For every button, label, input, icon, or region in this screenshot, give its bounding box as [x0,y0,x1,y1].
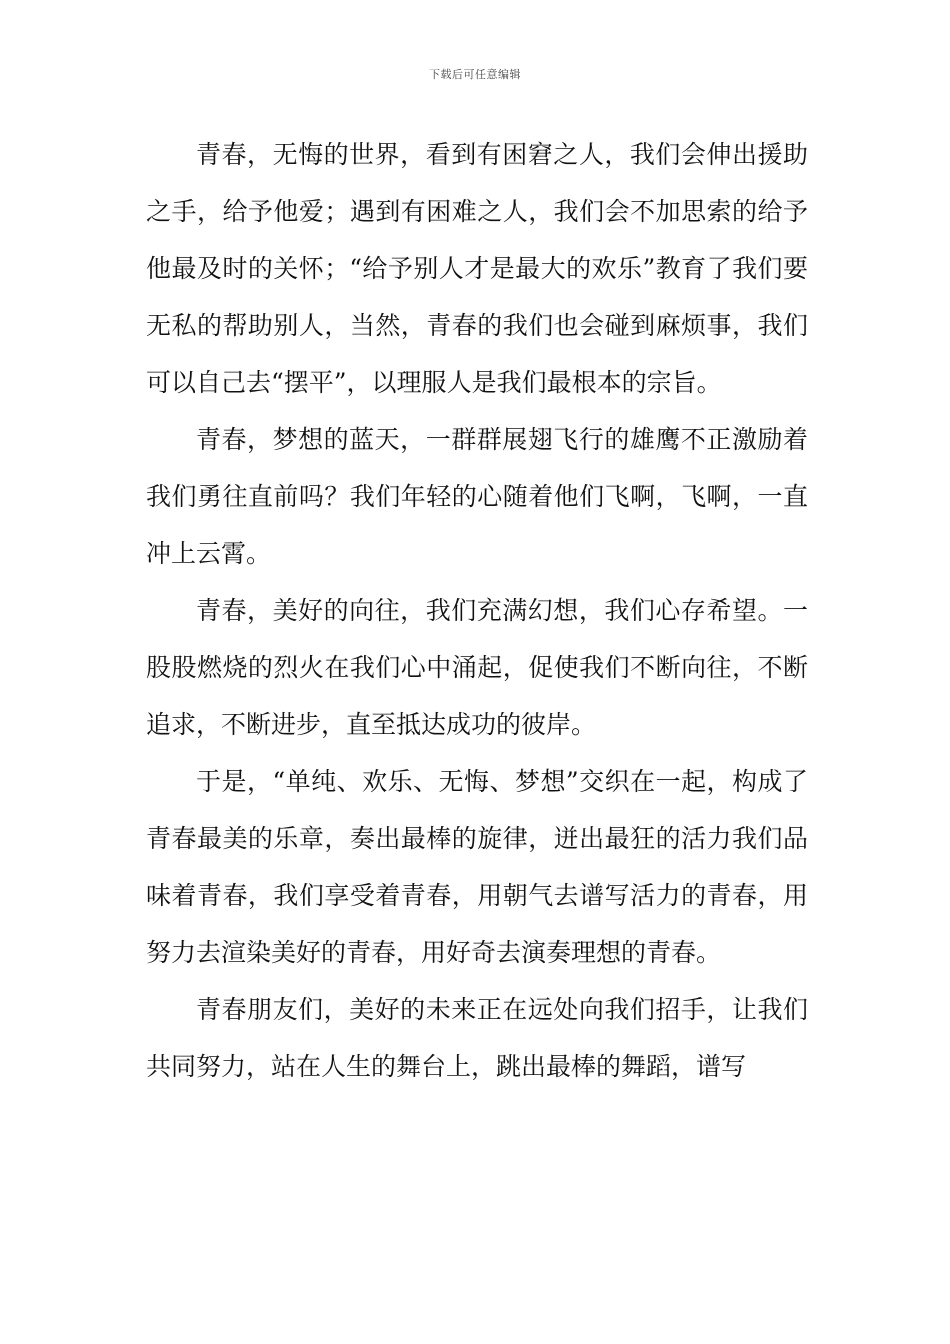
paragraph-1: 青春，无悔的世界，看到有困窘之人，我们会伸出援助之手，给予他爱；遇到有困难之人，我们会不加思索的给予他最及时的关怀；“给予别人才是最大的欢乐”教育了我们要无私的帮助别人，当然，青春的我们也会碰到麻烦事，我们可以自己去“摆平”，以理服人是我们最根本的宗旨。 [146,140,808,397]
page-header: 下载后可任意编辑 [429,68,521,81]
document-body [146,126,808,1095]
paragraph-3: 青春，美好的向往，我们充满幻想，我们心存希望。一股股燃烧的烈火在我们心中涌起，促使我们不断向往，不断追求，不断进步，直至抵达成功的彼岸。 [146,596,808,739]
paragraph-4: 于是，“单纯、欢乐、无悔、梦想”交织在一起，构成了青春最美的乐章，奏出最棒的旋律，迸出最狂的活力我们品味着青春，我们享受着青春，用朝气去谱写活力的青春，用努力去渲染美好的青春，用好奇去演奏理想的青春。 [146,767,808,967]
paragraph-2: 青春，梦想的蓝天，一群群展翅飞行的雄鹰不正激励着我们勇往直前吗？我们年轻的心随着他们飞啊，飞啊，一直冲上云霄。 [146,425,808,568]
paragraph-5: 青春朋友们，美好的未来正在远处向我们招手，让我们共同努力，站在人生的舞台上，跳出最棒的舞蹈，谱写 [146,995,808,1081]
